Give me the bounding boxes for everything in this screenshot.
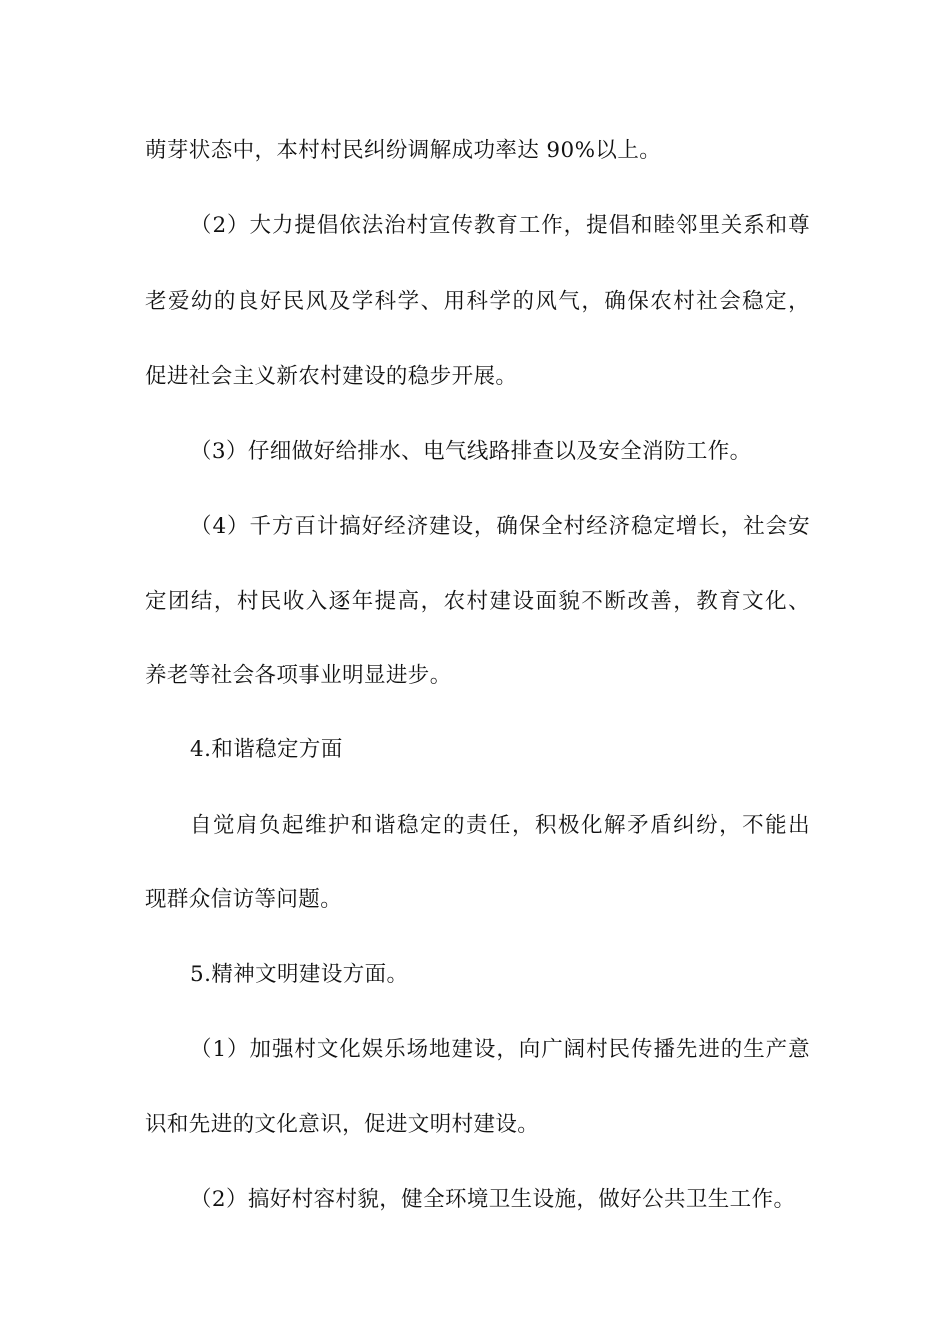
text-line-13: （1）加强村文化娱乐场地建设，向广阔村民传播先进的生产意	[190, 1037, 810, 1062]
text-line-10: 自觉肩负起维护和谐稳定的责任，积极化解矛盾纠纷，不能出	[190, 813, 810, 838]
text-line-5: （3）仔细做好给排水、电气线路排查以及安全消防工作。	[190, 439, 752, 464]
text-line-1: 萌芽状态中，本村村民纠纷调解成功率达 90%以上。	[145, 138, 662, 163]
text-line-3: 老爱幼的良好民风及学科学、用科学的风气，确保农村社会稳定，	[145, 289, 810, 314]
text-line-2: （2）大力提倡依法治村宣传教育工作，提倡和睦邻里关系和尊	[190, 213, 810, 238]
section-heading-harmony: 4.和谐稳定方面	[190, 737, 343, 762]
text-line-7: 定团结，村民收入逐年提高，农村建设面貌不断改善，教育文化、	[145, 589, 810, 614]
text-line-11: 现群众信访等问题。	[145, 887, 343, 912]
text-line-8: 养老等社会各项事业明显进步。	[145, 663, 452, 688]
text-line-6: （4）千方百计搞好经济建设，确保全村经济稳定增长，社会安	[190, 514, 810, 539]
text-line-14: 识和先进的文化意识，促进文明村建设。	[145, 1112, 540, 1137]
text-line-4: 促进社会主义新农村建设的稳步开展。	[145, 364, 518, 389]
section-heading-civilization: 5.精神文明建设方面。	[190, 962, 409, 987]
text-line-15: （2）搞好村容村貌，健全环境卫生设施，做好公共卫生工作。	[190, 1187, 796, 1212]
